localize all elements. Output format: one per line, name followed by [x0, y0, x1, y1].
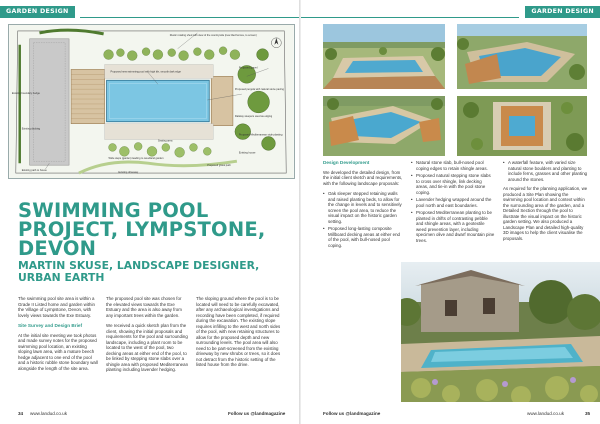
left-col1-body: At the initial site meeting we took photos and made survey notes for the proposed swimming pool location, an existing sloping lawn area, with a mature beech hedge adjacent to one end of the pool and a historic rubble stone boundary wall alongside the length of the site area.	[18, 332, 98, 371]
section-tab-right: GARDEN DESIGN	[525, 6, 600, 18]
plan-label-driveway: Existing driveway	[118, 171, 139, 175]
left-col3-p1: The sloping ground where the pool is to be located will need to be carefully excavated, after any archaeological investigations and recording have been completed, if required during the excavation. The existing slope requires infilling to the west and north sides of the pool, with new retaining structures to allow for the proposed depth and new surrounding levels. The pool area will also need to be part-screened from the existing driveway by new shrubs or trees, so it does not detract from the historic setting of the listed house from the drive.	[196, 296, 281, 367]
left-url[interactable]: www.landud.co.uk	[30, 411, 68, 416]
left-column-2	[106, 296, 188, 378]
right-url[interactable]: www.landud.co.uk	[527, 411, 565, 416]
render-image-1	[323, 24, 445, 89]
left-col2-p1: The proposed pool site was chosen for the elevated views towards the Exe Estuary and the area is also away from any important trees within the garden.	[106, 296, 182, 318]
list-item: • Proposed Mediterranean planting to be planted in drifts of contrasting pebble and shingle areas, with a geotextile weed prevention layer, including specimen olive and dwarf mountain pine trees.	[411, 210, 495, 243]
plan-label-house: Existing house	[238, 151, 256, 155]
header-rule-left	[80, 17, 300, 18]
plan-label-pool: Proposed new swimming pool with high tile, smooth dark edge	[110, 70, 181, 74]
plan-label-access: Existing path to house	[21, 169, 47, 173]
site-plan	[8, 24, 295, 179]
left-column-1	[18, 296, 98, 376]
plan-label-pergola: Proposed pergola with natural stone paving	[234, 88, 284, 92]
list-item: • A waterfall feature, with varied size natural stone boulders and planting to include ferns, grasses and other planting around the stones.	[503, 160, 589, 182]
right-column-2	[411, 160, 495, 245]
right-col3-paragraph: As required for the planning application, we produced a Site Plan showing the swimming pool location and context within the surrounding area of the garden, and a Detailed Section through the pool to illustrate the visual impact on the historic garden setting. We also produced a Landscape Plan and detailed high-quality 3D images to help the client visualise the proposals.	[503, 186, 588, 241]
pool-shape	[107, 80, 210, 121]
plan-label-decking: Existing decking	[21, 127, 41, 131]
right-page	[301, 0, 600, 424]
list-item: • Proposed long-lasting composite Millboard decking areas at either end of the pool, with bull-nosed pool coping.	[323, 226, 403, 248]
plan-label-steps: Wide steps (garden) leading to woodland garden	[108, 157, 164, 161]
right-column-1	[323, 160, 403, 250]
article-title: SWIMMING POOL PROJECT, LYMPSTONE, DEVON	[18, 199, 266, 260]
site-plan-drawing	[9, 25, 294, 178]
list-item: • Natural stone slab, bull-nosed pool coping edges to retain shingle areas.	[411, 160, 495, 171]
list-item: • Lavender hedging wrapped around the pool north and east boundaries.	[411, 197, 495, 208]
right-col3-list	[503, 160, 589, 182]
article-byline: MARTIN SKUSE, LANDSCAPE DESIGNER, URBAN EARTH	[18, 259, 260, 284]
list-item: • Oak sleeper stepped retaining walls and raised planting beds, to allow for the change in levels and to sensitively screen the pool area, to reduce the visual impact on the historic garden setting.	[323, 191, 403, 224]
render-image-4	[457, 96, 587, 156]
right-page-number: 35	[585, 411, 591, 416]
plan-label-planting: Proposed Mediterranean style planting	[238, 133, 283, 137]
render-image-5	[401, 262, 600, 402]
plan-label-gravel: Proposed gravel	[238, 66, 258, 70]
left-social[interactable]: Follow us @landmagazine	[228, 411, 286, 416]
render-image-3	[323, 96, 445, 156]
render-image-2	[457, 24, 587, 89]
plan-label-sleeper: Railway sleepers used as edging	[234, 114, 273, 118]
plan-label-top: Rustic rotating shed with view of the countryside (new tiled fences, to screen)	[169, 33, 257, 37]
right-social[interactable]: Follow us @landmagazine	[323, 411, 381, 416]
plan-label-seating: Seating area	[157, 139, 173, 143]
header-rule-right	[301, 17, 519, 18]
right-col1-list	[323, 191, 403, 248]
left-col1-intro: The swimming pool site area is within a Grade II Listed home and garden within the Village of Lympstone, Devon, with lovely views towards the Exe Estuary.	[18, 296, 95, 318]
right-col2-list	[411, 160, 495, 243]
right-column-3	[503, 160, 589, 246]
right-heading: Design Development	[323, 160, 370, 165]
section-tab-left: GARDEN DESIGN	[0, 6, 75, 18]
plan-label-boundary: Existing boundary hedge	[11, 92, 40, 96]
right-col1-intro: We developed the detailed design, from the initial client sketch and requirements, with the following landscape proposals:	[323, 169, 403, 186]
left-col2-p2: We received a quick sketch plan from the client, showing the initial proposals and requirements for the pool and surrounding landscape, including a plant room to be located to the west of the pool, two decking areas at either end of the pool, to be linked by stepping stone slabs over a shingle area with proposed Mediterranean planting including lavender hedging.	[106, 323, 189, 372]
list-item: • Proposed natural stepping stone slabs to cross over shingle, link decking areas, and tie-in with the pool stone coping.	[411, 173, 495, 195]
left-page-number: 34	[18, 411, 24, 416]
left-column-3	[196, 296, 282, 373]
left-col1-heading: Site Survey and Design Brief	[18, 323, 83, 328]
plan-label-grass-path: Proposed grass path	[207, 164, 231, 168]
